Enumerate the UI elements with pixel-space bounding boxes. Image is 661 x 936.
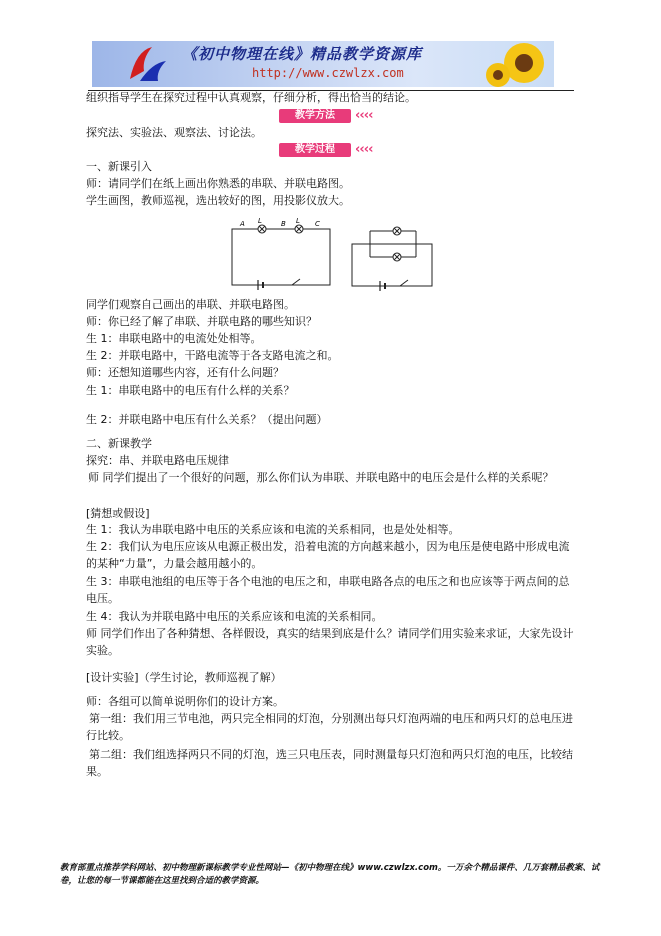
paragraph: 师 同学们作出了各种猜想、各样假设，真实的结果到底是什么？请同学们用实验来求证，大家先设计实验。 bbox=[86, 627, 574, 657]
text-line: [设计实验]（学生讨论，教师巡视了解） bbox=[86, 671, 282, 684]
circuit-diagrams bbox=[0, 214, 661, 294]
text-line: 师：你已经了解了串联、并联电路的哪些知识？ bbox=[86, 315, 317, 328]
text-line: [猜想或假设] bbox=[86, 507, 150, 520]
chevron-left-icon: ‹‹‹‹ bbox=[355, 108, 373, 123]
section-heading: 一、新课引入 bbox=[86, 160, 152, 173]
chevron-left-icon: ‹‹‹‹ bbox=[355, 142, 373, 157]
lamp-label: L bbox=[296, 217, 300, 225]
point-c-label: C bbox=[315, 220, 320, 228]
text-line: 师：还想知道哪些内容，还有什么问题？ bbox=[86, 366, 284, 379]
text-line: 同学们观察自己画出的串联、并联电路图。 bbox=[86, 298, 295, 311]
text-line: 探究：串、并联电路电压规律 bbox=[86, 454, 229, 467]
banner-title: 《初中物理在线》精品教学资源库 bbox=[182, 45, 423, 63]
banner-url[interactable]: http://www.czwlzx.com bbox=[252, 66, 404, 80]
paragraph: 生 3：串联电池组的电压等于各个电池的电压之和，串联电路各点的电压之和也应该等于两点间的总电压。 bbox=[86, 575, 570, 605]
method-tag: 教学方法 bbox=[279, 109, 351, 123]
process-tag: 教学过程 bbox=[279, 143, 351, 157]
sunflower-icon bbox=[484, 41, 554, 87]
text-line: 生 1：串联电路中的电压有什么样的关系？ bbox=[86, 384, 295, 397]
text-line: 学生画图，教师巡视，选出较好的图，用投影仪放大。 bbox=[86, 194, 350, 207]
text-line: 师：请同学们在纸上画出你熟悉的串联、并联电路图。 bbox=[86, 177, 350, 190]
text-line: 探究法、实验法、观察法、讨论法。 bbox=[86, 126, 262, 139]
series-circuit-diagram bbox=[232, 225, 330, 290]
paragraph: 第二组：我们组选择两只不同的灯泡，选三只电压表，同时测量每只灯泡和两只灯泡的电压，比较结果。 bbox=[86, 748, 573, 778]
text-line: 师：各组可以简单说明你们的设计方案。 bbox=[86, 695, 284, 708]
text-line: 生 4：我认为并联电路中电压的关系应该和电流的关系相同。 bbox=[86, 610, 383, 623]
text-line: 生 2：并联电路中，干路电流等于各支路电流之和。 bbox=[86, 349, 339, 362]
text-line: 生 1：串联电路中的电流处处相等。 bbox=[86, 332, 262, 345]
section-heading: 二、新课教学 bbox=[86, 437, 152, 450]
point-b-label: B bbox=[281, 220, 286, 228]
text-line: 生 1：我认为串联电路中电压的关系应该和电流的关系相同，也是处处相等。 bbox=[86, 523, 460, 536]
parallel-circuit-diagram bbox=[352, 227, 432, 291]
logo-icon bbox=[122, 41, 170, 87]
text-line: 组织指导学生在探究过程中认真观察，仔细分析，得出恰当的结论。 bbox=[86, 91, 416, 104]
lamp-label: L bbox=[258, 217, 262, 225]
paragraph: 第一组：我们用三节电池，两只完全相同的灯泡，分别测出每只灯泡两端的电压和两只灯的总电压进行比较。 bbox=[86, 712, 573, 742]
text-line: 生 2：并联电路中电压有什么关系？（提出问题） bbox=[86, 413, 328, 426]
paragraph: 师 同学们提出了一个很好的问题，那么你们认为串联、并联电路中的电压会是什么样的关系呢？ bbox=[88, 471, 554, 484]
page-footer: 教育部重点推荐学科网站、初中物理新课标教学专业性网站—《初中物理在线》www.czwlzx.com。一万余个精品课件、几万套精品教案、试卷，让您的每一节课都能在这里找到合适的教学资源。 bbox=[60, 863, 600, 886]
paragraph: 生 2：我们认为电压应该从电源正极出发，沿着电流的方向越来越小，因为电压是使电路中形成电流的某种“力量”，力量会越用越小的。 bbox=[86, 540, 570, 570]
point-a-label: A bbox=[240, 220, 245, 228]
header-banner bbox=[92, 41, 554, 87]
